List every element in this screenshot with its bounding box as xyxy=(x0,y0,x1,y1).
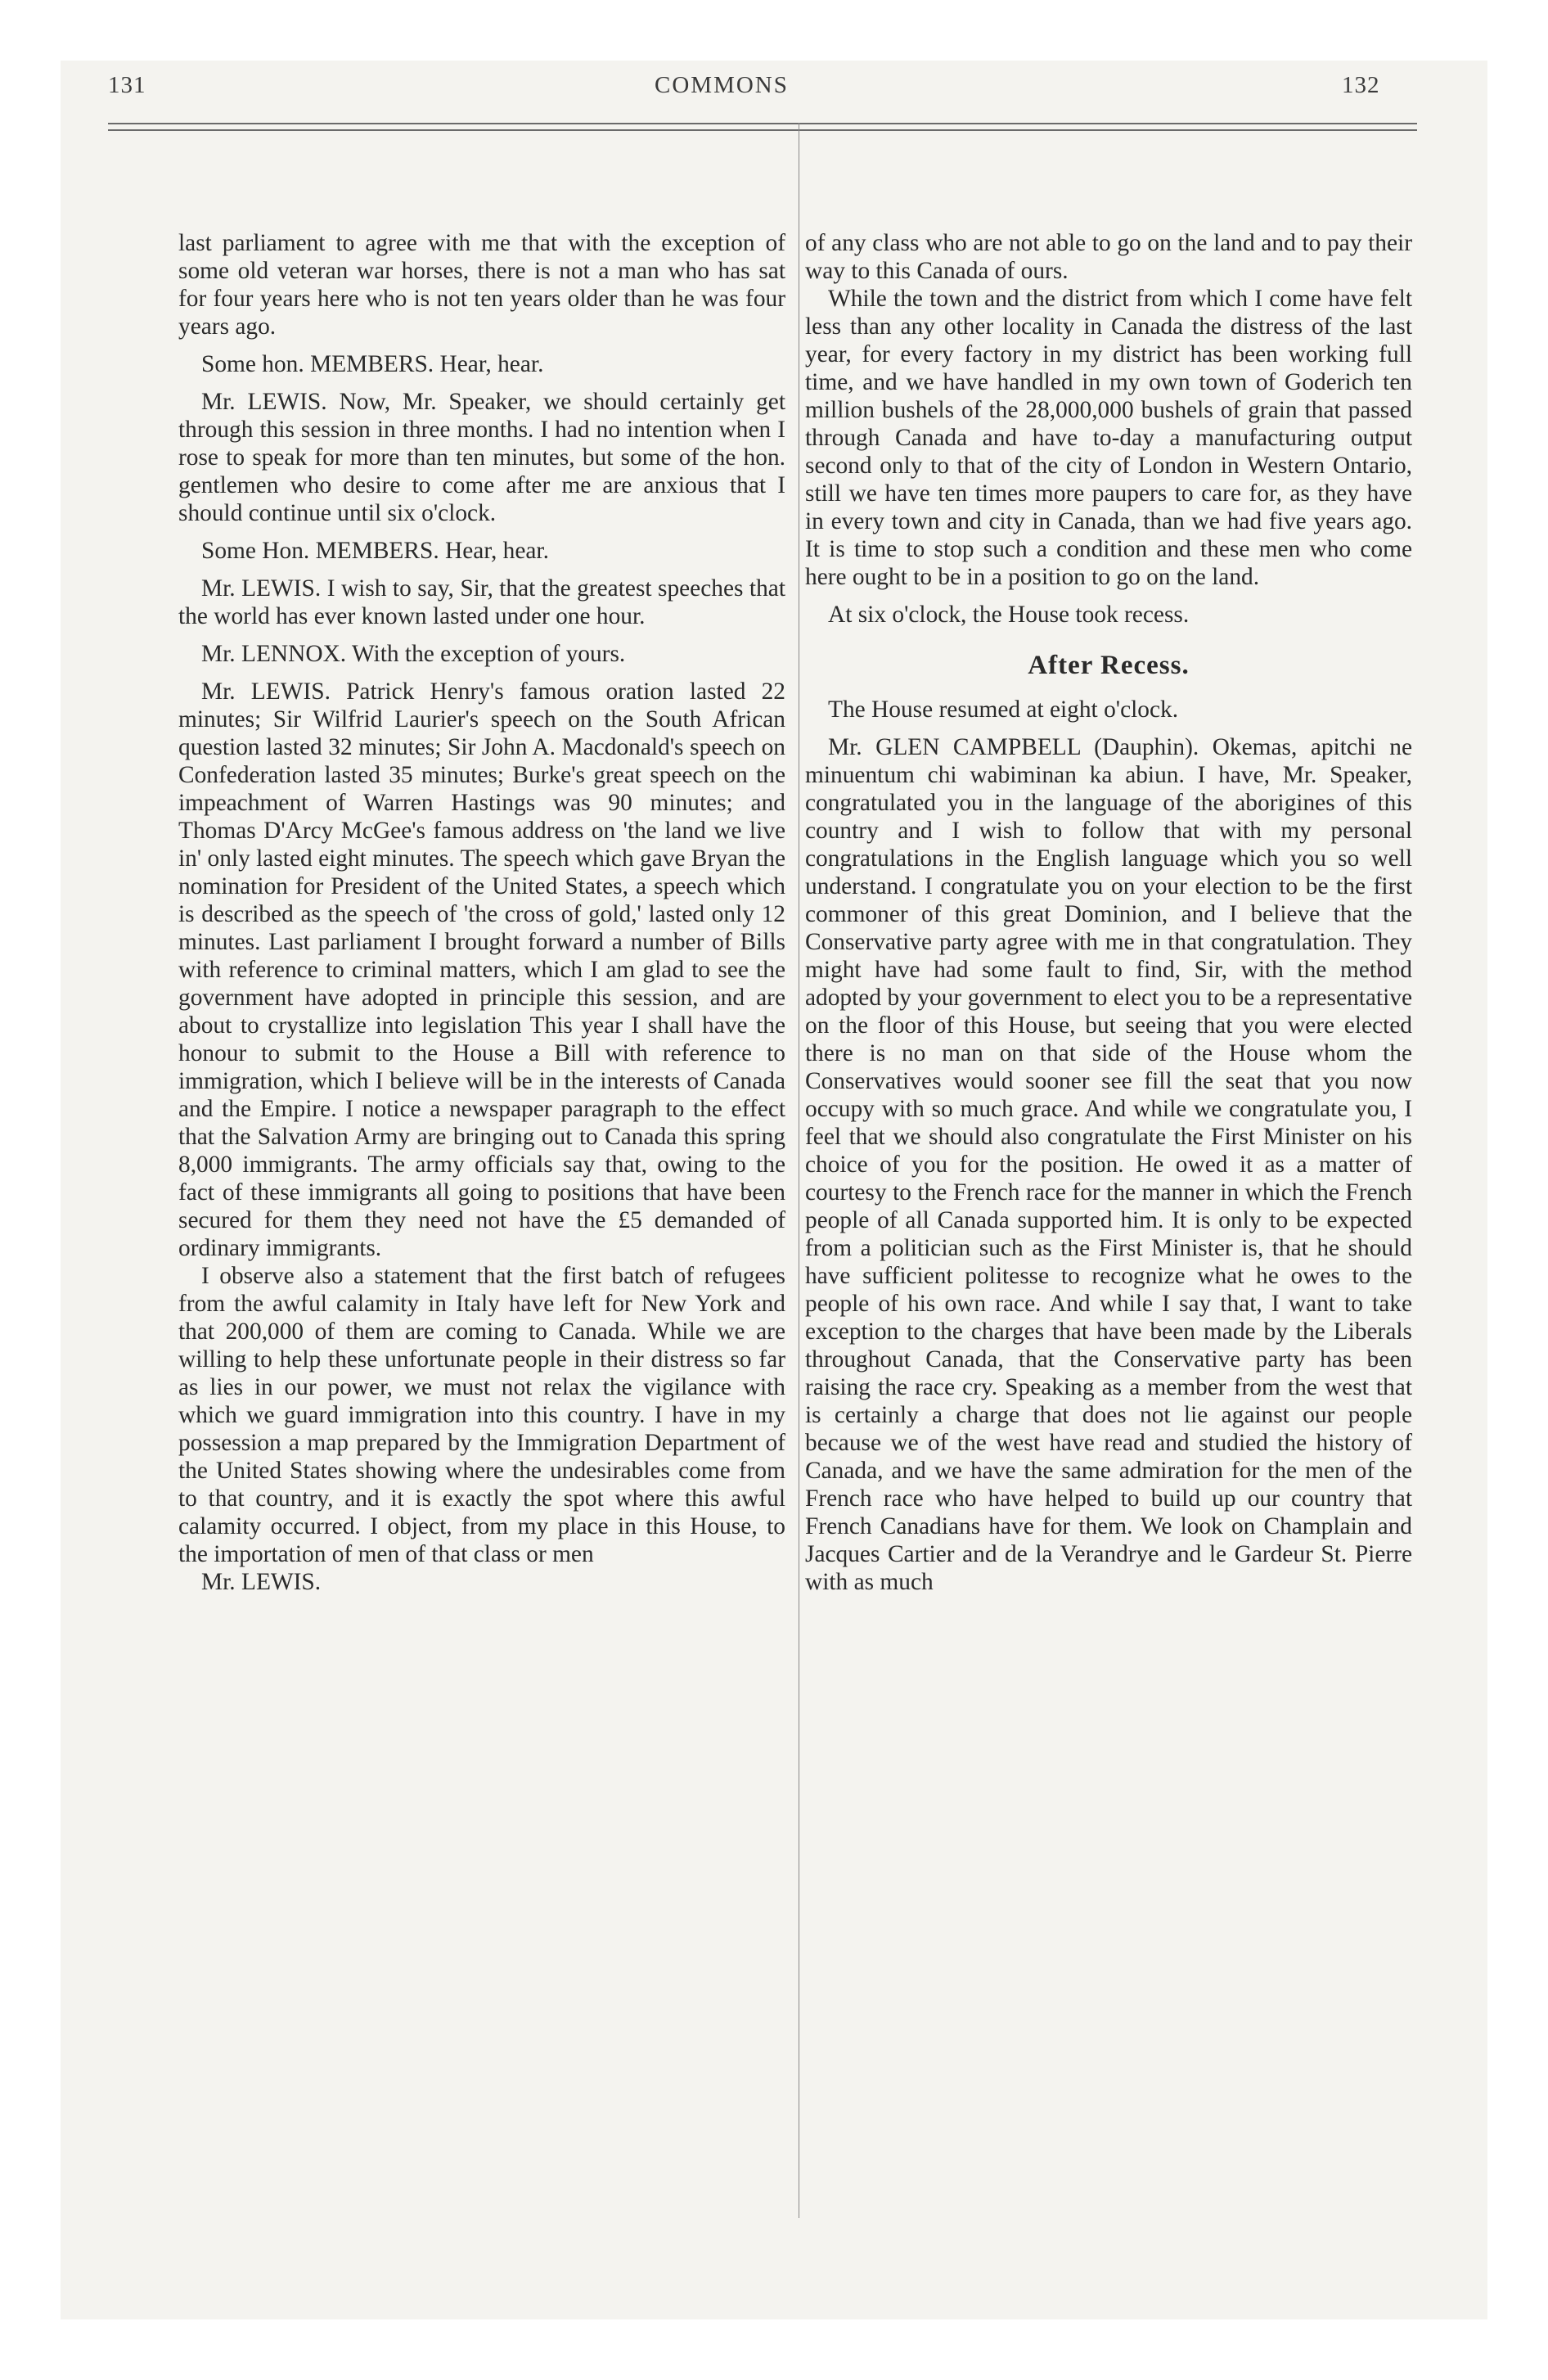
header-rule-bottom xyxy=(108,129,1417,131)
paragraph: At six o'clock, the House took recess. xyxy=(828,602,1190,628)
section-heading: After Recess. xyxy=(1028,651,1190,680)
paragraph: Mr. GLEN CAMPBELL (Dauphin). Okemas, apitchi ne minuentum chi wabiminan ka abiun. I have, Mr. Speaker, congratulated you in the language of the aborigines of this country and I wish to follow that with my personal congratulations in the English language which you so well understand. I congratulate you on your election to be the first commoner of this great Dominion, and I believe that the Conservative party agree with me in that congratulation. They might have had some fault to find, Sir, with the method adopted by your government to elect you to be a representative on the floor of this House, but seeing that you were elected there is no man on that side of the House whom the Conservatives would sooner see fill the seat that you now occupy with so much grace. And while we congratulate you, I feel that we should also congratulate the First Minister on his choice of you for the position. He owed it as a matter of courtesy to the French race for the manner in which the French people of all Canada supported him. It is only to be expected from a politician such as the First Minister is, that he should have sufficient politesse to recognize what he owes to the people of his own race. And while I say that, I want to take exception to the charges that have been made by the Liberals throughout Canada, that the Conservative party has been raising the race cry. Speaking as a member from the west that is certainly a charge that does not lie against our people because we of the west have read and studied the history of Canada, and we have the same admiration for the men of the French race who have helped to build up our country that French Canadians have for them. We look on Champlain and Jacques Cartier and de la Verandrye and le Gardeur St. Pierre with as much xyxy=(805,734,1412,1595)
header-rule-top xyxy=(108,123,1417,124)
paragraph: Some hon. MEMBERS. Hear, hear. xyxy=(201,351,544,377)
paragraph: While the town and the district from which I come have felt less than any other locality in Canada the distress of the last year, for every factory in my district has been working full time, and we have handled in my own town of Goderich ten million bushels of the 28,000,000 bushels of grain that passed through Canada and have to-day a manufacturing output second only to that of the city of London in Western Ontario, still we have ten times more paupers to care for, as they have in every town and city in Canada, than we had five years ago. It is time to stop such a condition and these men who come here ought to be in a position to go on the land. xyxy=(805,286,1412,590)
paragraph: Some Hon. MEMBERS. Hear, hear. xyxy=(201,538,549,564)
footer-speaker-name: Mr. LEWIS. xyxy=(201,1569,322,1595)
paragraph: of any class who are not able to go on the land and to pay their way to this Canada of ours. xyxy=(805,230,1412,284)
paragraph: Mr. LEWIS. Patrick Henry's famous oration lasted 22 minutes; Sir Wilfrid Laurier's speech on the South African question lasted 32 minutes; Sir John A. Macdonald's speech on Confederation lasted 35 minutes; Burke's great speech on the impeachment of Warren Hastings was 90 minutes; and Thomas D'Arcy McGee's famous address on 'the land we live in' only lasted eight minutes. The speech which gave Bryan the nomination for President of the United States, a speech which is described as the speech of 'the cross of gold,' lasted only 12 minutes. Last parliament I brought forward a number of Bills with reference to criminal matters, which I am glad to see the government have adopted in principle this session, and are about to crystallize into legislation This year I shall have the honour to submit to the House a Bill with reference to immigration, which I believe will be in the interests of Canada and the Empire. I notice a newspaper paragraph to the effect that the Salvation Army are bringing out to Canada this spring 8,000 immigrants. The army officials say that, owing to the fact of these immigrants all going to positions that have been secured for them they need not have the £5 demanded of ordinary immigrants. xyxy=(178,678,785,1261)
right-column xyxy=(805,229,1412,1596)
paragraph: last parliament to agree with me that with the exception of some old veteran war horses, there is not a man who has sat for four years here who is not ten years older than he was four years ago. xyxy=(178,230,785,340)
paragraph: Mr. LEWIS. I wish to say, Sir, that the greatest speeches that the world has ever known lasted under one hour. xyxy=(178,575,785,629)
right-page-number: 132 xyxy=(1342,72,1380,98)
paragraph: I observe also a statement that the first batch of refugees from the awful calamity in Italy have left for New York and that 200,000 of them are coming to Canada. While we are willing to help these unfortunate people in their distress so far as lies in our power, we must not relax the vigilance with which we guard immigration into this country. I have in my possession a map prepared by the Immigration Department of the United States showing where the undesirables come from to that country, and it is exactly the spot where this awful calamity occurred. I object, from my place in this House, to the importation of men of that class or men xyxy=(178,1263,785,1567)
running-header-title: COMMONS xyxy=(655,72,789,98)
paragraph: Mr. LEWIS. Now, Mr. Speaker, we should certainly get through this session in three months. I had no intention when I rose to speak for more than ten minutes, but some of the hon. gentlemen who desire to come after me are anxious that I should continue until six o'clock. xyxy=(178,389,785,526)
paragraph: The House resumed at eight o'clock. xyxy=(828,696,1179,723)
paragraph: Mr. LENNOX. With the exception of yours. xyxy=(201,641,626,667)
left-column xyxy=(178,229,785,1596)
left-page-number: 131 xyxy=(108,72,146,98)
